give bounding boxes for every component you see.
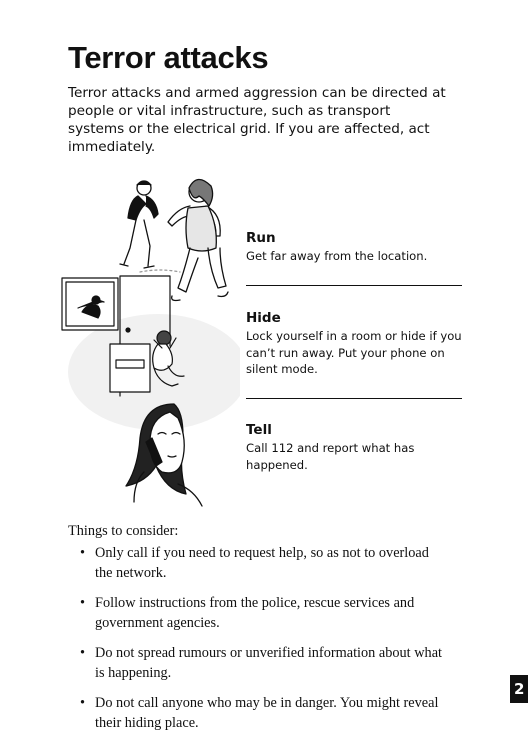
page-title: Terror attacks <box>68 40 269 75</box>
divider <box>246 285 462 286</box>
list-item <box>78 594 448 633</box>
step-tell-text: Call 112 and report what has happened. <box>246 441 415 472</box>
consider-heading: Things to consider: <box>68 523 179 539</box>
list-item-text: Follow instructions from the police, rescue services and government agencies. <box>95 595 415 631</box>
step-hide-text: Lock yourself in a room or hide if you can’t run away. Put your phone on silent mode. <box>246 329 462 376</box>
bullet: • <box>80 695 86 711</box>
step-hide <box>246 310 462 378</box>
step-run-title: Run <box>246 230 276 246</box>
list-item <box>78 544 448 583</box>
divider <box>246 398 462 399</box>
step-run-text: Get far away from the location. <box>246 249 428 263</box>
list-item-text: Do not spread rumours or unverified information about what is happening. <box>95 645 443 681</box>
step-hide-title: Hide <box>246 310 281 326</box>
person-hiding-illustration <box>62 276 240 430</box>
step-tell-title: Tell <box>246 422 272 438</box>
intro-paragraph: Terror attacks and armed aggression can be directed at people or vital infrastructure, such as transport systems or the electrical grid. If you are affected, act immediately. <box>68 85 446 155</box>
people-running-illustration <box>120 179 228 300</box>
list-item-text: Only call if you need to request help, so as not to overload the network. <box>95 545 429 581</box>
consider-list <box>78 544 448 744</box>
bullet: • <box>80 595 86 611</box>
bullet: • <box>80 645 86 661</box>
step-run <box>246 230 462 265</box>
list-item <box>78 694 448 733</box>
page-number-tab: 2 <box>510 675 528 703</box>
list-item-text: Do not call anyone who may be in danger. You might reveal their hiding place. <box>95 695 439 731</box>
illustration-panel <box>58 172 240 512</box>
list-item <box>78 644 448 683</box>
step-tell <box>246 422 462 473</box>
bullet: • <box>80 545 86 561</box>
